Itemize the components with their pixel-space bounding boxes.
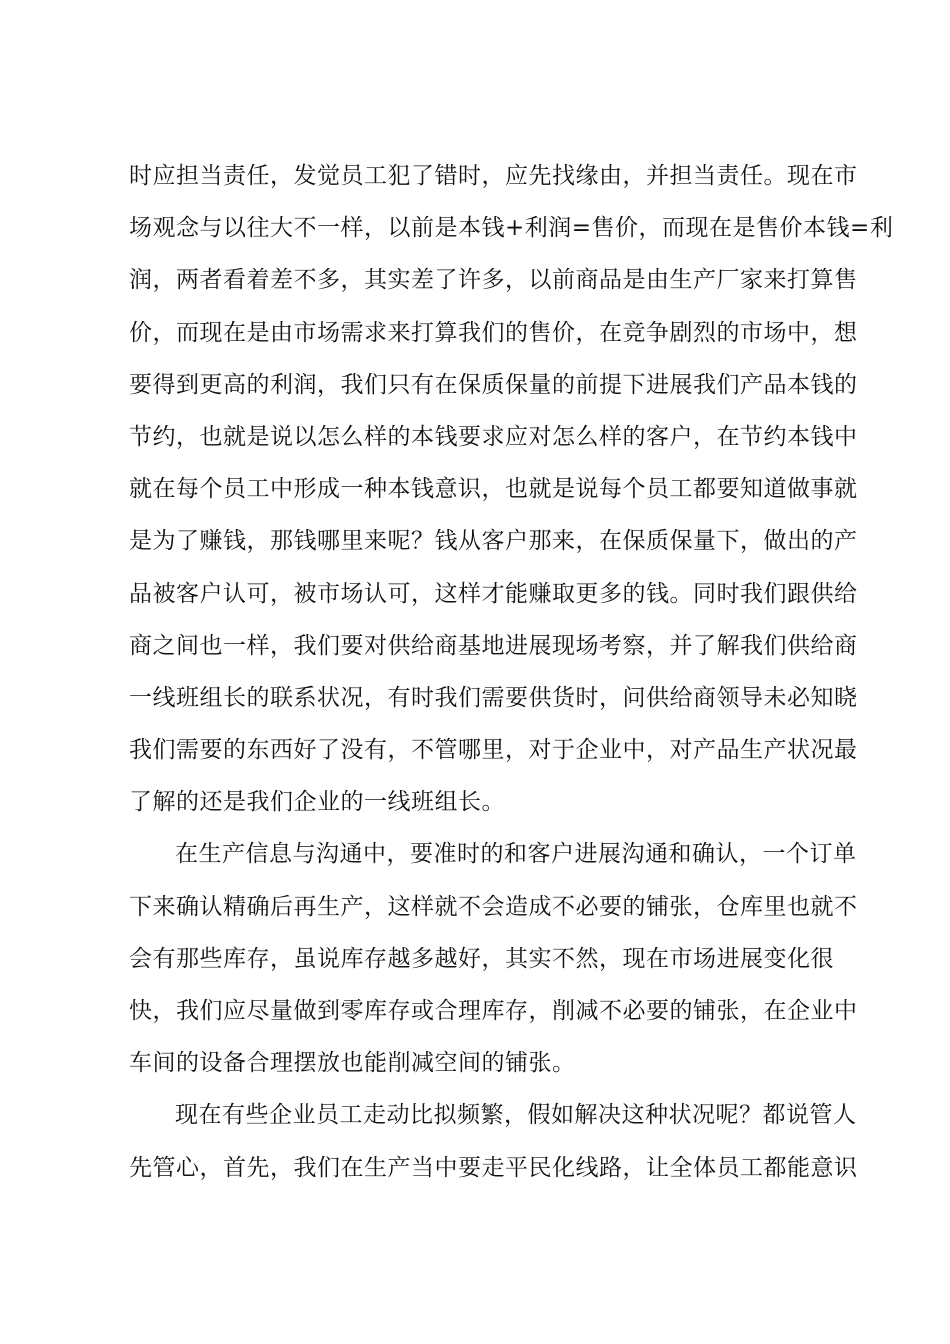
text-line: 节约，也就是说以怎么样的本钱要求应对怎么样的客户，在节约本钱中 [129, 423, 858, 450]
text-line: 先管心，首先，我们在生产当中要走平民化线路，让全体员工都能意识 [129, 1154, 858, 1181]
text-line: 快，我们应尽量做到零库存或合理库存，削减不必要的铺张，在企业中 [129, 998, 858, 1024]
text-line: 要得到更高的利润，我们只有在保质保量的前提下进展我们产品本钱的 [129, 371, 858, 398]
text-line: 品被客户认可，被市场认可，这样才能赚取更多的钱。同时我们跟供给 [129, 580, 858, 607]
text-line: 了解的还是我们企业的一线班组长。 [129, 789, 505, 816]
text-line: 价，而现在是由市场需求来打算我们的售价，在竞争剧烈的市场中，想 [129, 319, 858, 346]
text-line: 时应担当责任，发觉员工犯了错时，应先找缘由，并担当责任。现在市 [129, 163, 858, 189]
text-line: 车间的设备合理摆放也能削减空间的铺张。 [129, 1050, 576, 1077]
text-line: 在生产信息与沟通中，要准时的和客户进展沟通和确认，一个订单 [175, 841, 857, 868]
text-line: 是为了赚钱，那钱哪里来呢？钱从客户那来，在保质保量下，做出的产 [129, 528, 858, 555]
text-line: 会有那些库存，虽说库存越多越好，其实不然，现在市场进展变化很 [129, 945, 834, 972]
text-line: 我们需要的东西好了没有，不管哪里，对于企业中，对产品生产状况最 [129, 737, 858, 764]
text-line: 场观念与以往大不一样，以前是本钱+利润=售价，而现在是售价本钱=利 [129, 215, 894, 242]
document-body [129, 150, 894, 1194]
text-line: 现在有些企业员工走动比拟频繁，假如解决这种状况呢？都说管人 [175, 1102, 857, 1129]
text-line: 商之间也一样，我们要对供给商基地进展现场考察，并了解我们供给商 [129, 632, 858, 659]
text-line: 下来确认精确后再生产，这样就不会造成不必要的铺张，仓库里也就不 [129, 893, 858, 920]
text-line: 就在每个员工中形成一种本钱意识，也就是说每个员工都要知道做事就 [129, 476, 858, 503]
text-line: 润，两者看着差不多，其实差了许多，以前商品是由生产厂家来打算售 [129, 267, 858, 294]
text-line: 一线班组长的联系状况，有时我们需要供货时，问供给商领导未必知晓 [129, 684, 858, 711]
